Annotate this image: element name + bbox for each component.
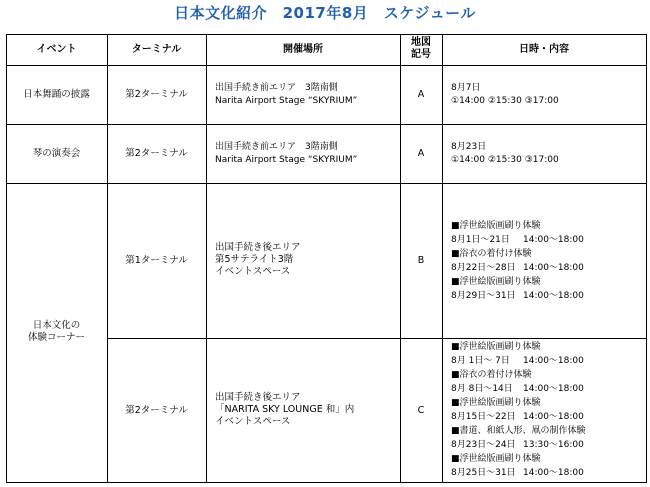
row-venue-line2: Narita Airport Stage “SKYRIUM” xyxy=(215,155,358,165)
table-divider xyxy=(107,338,646,339)
t2-venue-line3: イベントスペース xyxy=(215,416,291,427)
t1-map-code: B xyxy=(417,255,425,266)
item-dates: 8月1日～21日 xyxy=(451,235,510,245)
list-item: ■浴衣の着付け体験 xyxy=(451,370,532,380)
row-terminal: 第2ターミナル xyxy=(125,89,188,100)
table-border-right xyxy=(646,34,647,483)
list-item xyxy=(451,289,584,303)
header-map-code-line2: 記号 xyxy=(411,49,431,60)
t2-terminal: 第2ターミナル xyxy=(125,405,188,416)
row-venue-line1: 出国手続き前エリア 3階南側 xyxy=(215,83,338,93)
item-dates: 8月 1日～ 7日 xyxy=(451,356,510,366)
t1-venue-line2: 第5サテライト3階 xyxy=(215,254,294,265)
list-item: ■浮世絵版画刷り体験 xyxy=(451,398,541,408)
t1-terminal: 第1ターミナル xyxy=(125,255,188,266)
row-schedule xyxy=(451,141,641,167)
table-divider xyxy=(6,65,646,66)
table-border-bottom xyxy=(6,482,646,483)
row-times: ①14:00 ②15:30 ③17:00 xyxy=(451,155,559,165)
header-venue: 開催場所 xyxy=(283,44,323,55)
item-dates: 8月15日～22日 xyxy=(451,412,516,422)
item-hours: 14:00～18:00 xyxy=(523,235,584,245)
t2-venue-line2: 「NARITA SKY LOUNGE 和」内 xyxy=(215,404,355,415)
item-dates: 8月22日～28日 xyxy=(451,263,516,273)
list-item: ■浮世絵版画刷り体験 xyxy=(451,277,541,287)
t1-venue-line1: 出国手続き後エリア xyxy=(215,242,301,253)
header-map-code xyxy=(400,37,442,61)
row-date: 8月23日 xyxy=(451,142,487,152)
t2-venue-line1: 出国手続き後エリア xyxy=(215,392,301,403)
table-divider xyxy=(6,183,646,184)
item-hours: 14:00～18:00 xyxy=(523,384,584,394)
list-item xyxy=(451,438,584,452)
table-border-left xyxy=(6,34,7,483)
item-hours: 14:00～18:00 xyxy=(523,291,584,301)
t2-venue xyxy=(215,392,400,428)
table-divider xyxy=(206,34,207,483)
row-venue-line1: 出国手続き前エリア 3階南側 xyxy=(215,142,338,152)
row-venue-line2: Narita Airport Stage “SKYRIUM” xyxy=(215,96,358,106)
item-hours: 14:00～18:00 xyxy=(523,356,584,366)
list-item xyxy=(451,410,584,424)
item-dates: 8月23日～24日 xyxy=(451,440,516,450)
header-map-code-line1: 地図 xyxy=(411,37,431,48)
row-date: 8月7日 xyxy=(451,83,481,93)
list-item xyxy=(451,354,584,368)
row-venue xyxy=(215,141,400,167)
row-map-code: A xyxy=(417,89,425,100)
list-item xyxy=(451,261,584,275)
row-map-code: A xyxy=(417,148,425,159)
list-item: ■浮世絵版画刷り体験 xyxy=(451,454,541,464)
row-times: ①14:00 ②15:30 ③17:00 xyxy=(451,96,559,106)
row-terminal: 第2ターミナル xyxy=(125,148,188,159)
row-event-name: 琴の演奏会 xyxy=(32,148,81,159)
header-event: イベント xyxy=(36,44,77,55)
item-hours: 14:00～18:00 xyxy=(523,263,584,273)
header-datetime: 日時・内容 xyxy=(519,44,569,55)
t2-map-code: C xyxy=(417,405,425,416)
row-venue xyxy=(215,82,400,108)
page-title: 日本文化紹介 2017年8月 スケジュール xyxy=(174,4,476,22)
culture-corner-event-line1: 日本文化の xyxy=(32,320,81,331)
culture-corner-event xyxy=(6,320,107,344)
culture-corner-event-line2: 体験コーナー xyxy=(27,332,85,343)
list-item xyxy=(451,233,584,247)
item-dates: 8月 8日～14日 xyxy=(451,384,513,394)
t1-venue-line3: イベントスペース xyxy=(215,266,291,277)
list-item xyxy=(451,466,584,480)
item-hours: 13:30～16:00 xyxy=(523,440,584,450)
item-dates: 8月29日～31日 xyxy=(451,291,516,301)
item-hours: 14:00～18:00 xyxy=(523,412,584,422)
list-item: ■浮世絵版画刷り体験 xyxy=(451,221,541,231)
row-event-name: 日本舞踊の披露 xyxy=(23,89,90,100)
row-schedule xyxy=(451,82,641,108)
item-dates: 8月25日～31日 xyxy=(451,468,516,478)
table-border-top xyxy=(6,34,646,35)
table-divider xyxy=(6,124,646,125)
list-item: ■浮世絵版画刷り体験 xyxy=(451,342,541,352)
list-item xyxy=(451,382,584,396)
list-item: ■浴衣の着付け体験 xyxy=(451,249,532,259)
table-divider xyxy=(442,34,443,483)
header-terminal: ターミナル xyxy=(131,44,182,55)
t1-venue xyxy=(215,242,400,278)
list-item: ■書道、和紙人形、凧の制作体験 xyxy=(451,426,586,436)
item-hours: 14:00～18:00 xyxy=(523,468,584,478)
